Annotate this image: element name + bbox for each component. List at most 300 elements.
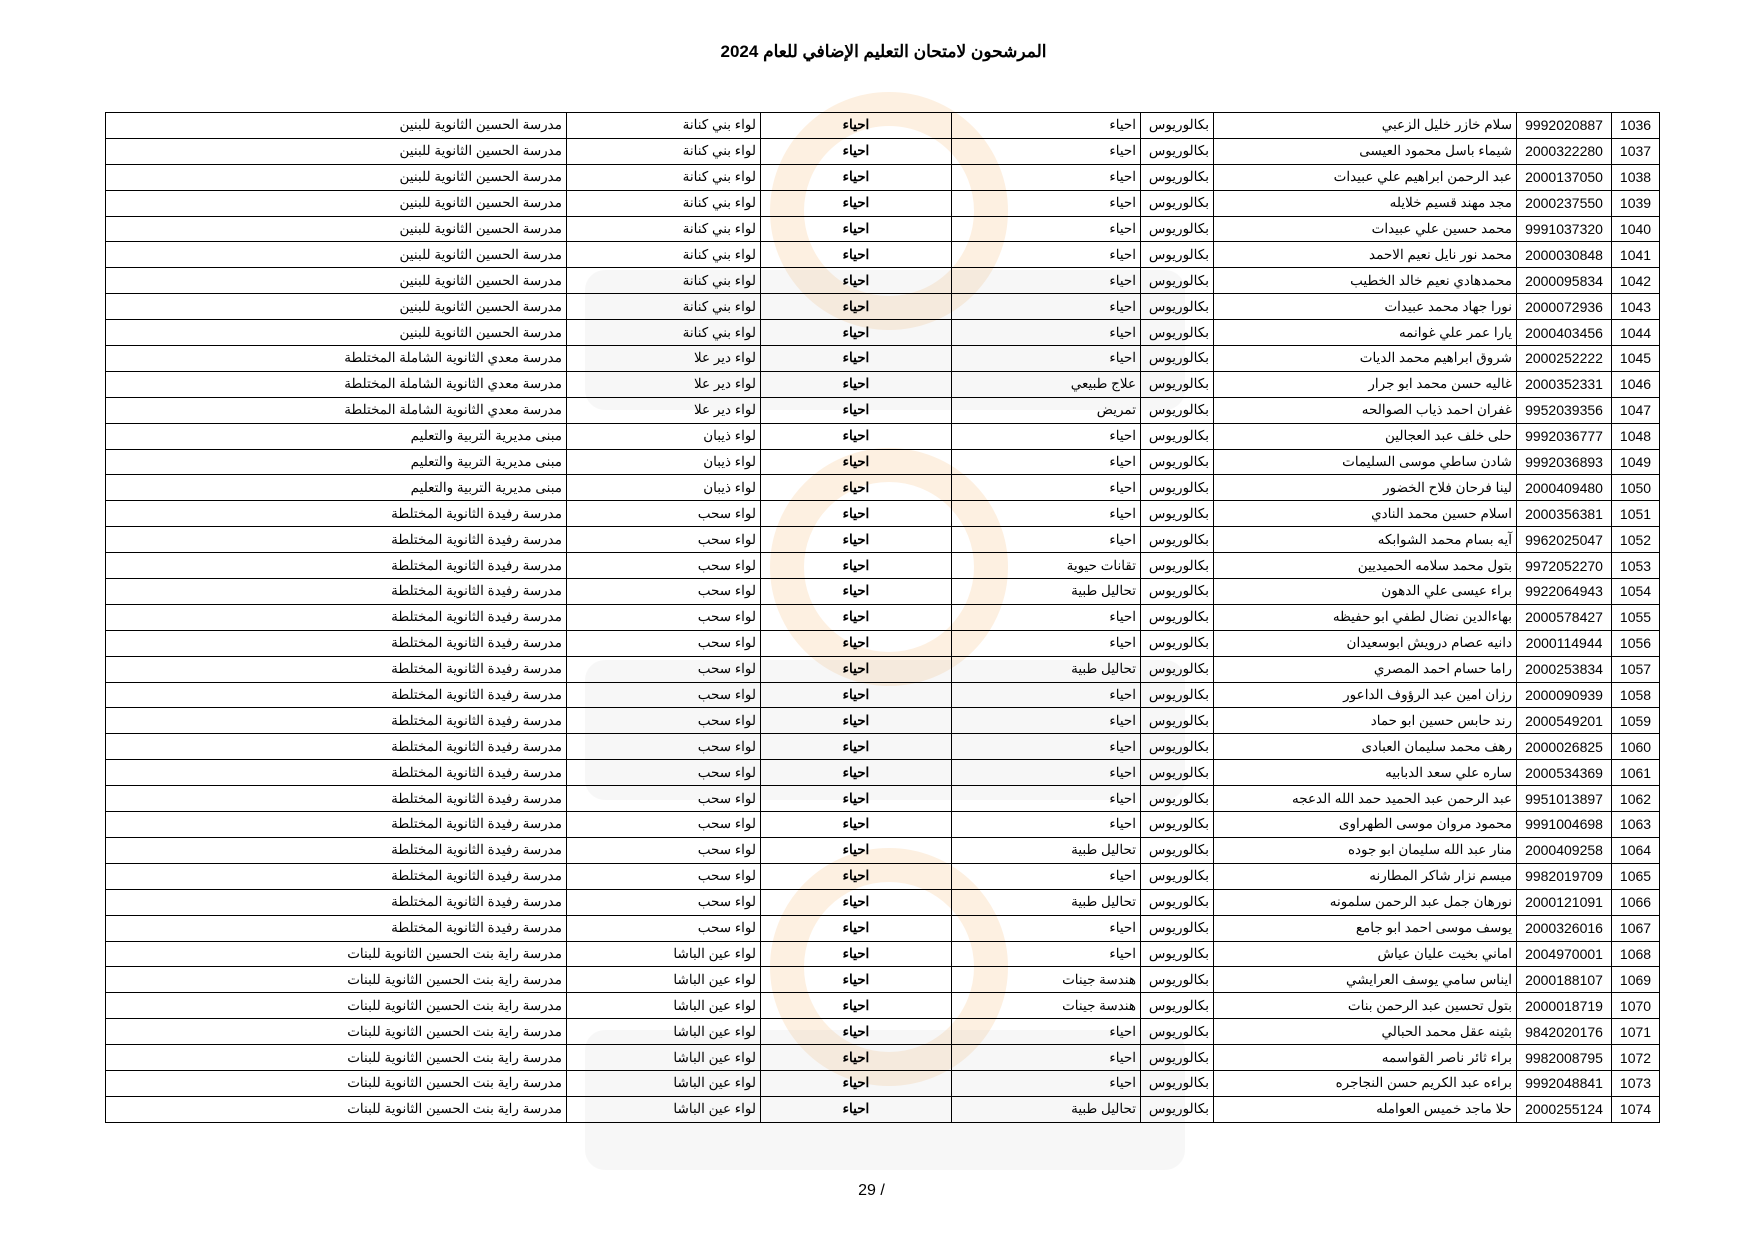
table-row [106,268,1660,294]
table-row [106,1096,1660,1122]
exam-subject-cell: احياء [761,268,952,294]
candidate-name-cell: محمد حسين علي عبيدات [1214,216,1517,242]
degree-cell: بكالوريوس [1141,630,1214,656]
national-id-cell: 2000322280 [1517,138,1612,164]
district-cell: لواء دير علا [567,346,761,372]
degree-cell: بكالوريوس [1141,294,1214,320]
table-row [106,501,1660,527]
district-cell: لواء سحب [567,812,761,838]
candidate-name-cell: رزان امين عبد الرؤوف الداعور [1214,682,1517,708]
major-cell: احياء [952,164,1141,190]
district-cell: لواء سحب [567,579,761,605]
row-number-cell: 1071 [1612,1019,1660,1045]
major-cell: تحاليل طبية [952,889,1141,915]
major-cell: احياء [952,242,1141,268]
exam-subject-cell: احياء [761,242,952,268]
candidate-name-cell: حلى خلف عبد العجالين [1214,423,1517,449]
table-row [106,449,1660,475]
exam-subject-cell: احياء [761,967,952,993]
exam-subject-cell: احياء [761,812,952,838]
table-row [106,708,1660,734]
degree-cell: بكالوريوس [1141,1019,1214,1045]
major-cell: احياء [952,708,1141,734]
national-id-cell: 2000403456 [1517,320,1612,346]
candidate-name-cell: غاليه حسن محمد ابو جرار [1214,371,1517,397]
exam-center-cell: مدرسة رفيدة الثانوية المختلطة [106,889,567,915]
major-cell: احياء [952,941,1141,967]
candidate-name-cell: محمدهادي نعيم خالد الخطيب [1214,268,1517,294]
table-row [106,682,1660,708]
exam-center-cell: مدرسة رفيدة الثانوية المختلطة [106,708,567,734]
major-cell: احياء [952,113,1141,139]
row-number-cell: 1061 [1612,760,1660,786]
page-number [0,1182,1755,1200]
table-row [106,915,1660,941]
exam-center-cell: مدرسة الحسين الثانوية للبنين [106,216,567,242]
exam-subject-cell: احياء [761,527,952,553]
degree-cell: بكالوريوس [1141,967,1214,993]
row-number-cell: 1057 [1612,656,1660,682]
exam-center-cell: مدرسة رفيدة الثانوية المختلطة [106,501,567,527]
exam-subject-cell: احياء [761,915,952,941]
district-cell: لواء سحب [567,786,761,812]
district-cell: لواء دير علا [567,371,761,397]
major-cell: احياء [952,812,1141,838]
district-cell: لواء عين الباشا [567,1070,761,1096]
district-cell: لواء بني كنانة [567,216,761,242]
table-row [106,371,1660,397]
exam-subject-cell: احياء [761,1070,952,1096]
national-id-cell: 9842020176 [1517,1019,1612,1045]
degree-cell: بكالوريوس [1141,656,1214,682]
candidate-name-cell: اماني بخيت عليان عياش [1214,941,1517,967]
candidate-name-cell: ايناس سامي يوسف العرايشي [1214,967,1517,993]
exam-center-cell: مدرسة رفيدة الثانوية المختلطة [106,786,567,812]
row-number-cell: 1048 [1612,423,1660,449]
degree-cell: بكالوريوس [1141,346,1214,372]
degree-cell: بكالوريوس [1141,553,1214,579]
row-number-cell: 1069 [1612,967,1660,993]
exam-center-cell: مدرسة معدي الثانوية الشاملة المختلطة [106,397,567,423]
district-cell: لواء سحب [567,553,761,579]
national-id-cell: 2000018719 [1517,993,1612,1019]
degree-cell: بكالوريوس [1141,138,1214,164]
candidate-name-cell: نورا جهاد محمد عبيدات [1214,294,1517,320]
major-cell: احياء [952,268,1141,294]
national-id-cell: 9982008795 [1517,1045,1612,1071]
major-cell: احياء [952,320,1141,346]
row-number-cell: 1049 [1612,449,1660,475]
national-id-cell: 2000072936 [1517,294,1612,320]
degree-cell: بكالوريوس [1141,268,1214,294]
degree-cell: بكالوريوس [1141,320,1214,346]
exam-center-cell: مدرسة راية بنت الحسين الثانوية للبنات [106,1045,567,1071]
national-id-cell: 2000026825 [1517,734,1612,760]
district-cell: لواء ذيبان [567,423,761,449]
exam-center-cell: مدرسة راية بنت الحسين الثانوية للبنات [106,941,567,967]
district-cell: لواء سحب [567,682,761,708]
degree-cell: بكالوريوس [1141,475,1214,501]
row-number-cell: 1038 [1612,164,1660,190]
table-row [106,527,1660,553]
district-cell: لواء سحب [567,630,761,656]
degree-cell: بكالوريوس [1141,164,1214,190]
exam-center-cell: مبنى مديرية التربية والتعليم [106,449,567,475]
row-number-cell: 1066 [1612,889,1660,915]
table-row [106,967,1660,993]
table-row [106,397,1660,423]
major-cell: علاج طبيعي [952,371,1141,397]
row-number-cell: 1068 [1612,941,1660,967]
degree-cell: بكالوريوس [1141,915,1214,941]
national-id-cell: 9922064943 [1517,579,1612,605]
district-cell: لواء بني كنانة [567,113,761,139]
table-row [106,294,1660,320]
district-cell: لواء بني كنانة [567,268,761,294]
row-number-cell: 1063 [1612,812,1660,838]
row-number-cell: 1058 [1612,682,1660,708]
national-id-cell: 2000237550 [1517,190,1612,216]
page-number-text: 29 / [858,1182,885,1199]
national-id-cell: 2000090939 [1517,682,1612,708]
exam-subject-cell: احياء [761,656,952,682]
exam-subject-cell: احياء [761,449,952,475]
table-row [106,786,1660,812]
degree-cell: بكالوريوس [1141,242,1214,268]
candidate-name-cell: عبد الرحمن ابراهيم علي عبيدات [1214,164,1517,190]
national-id-cell: 2000255124 [1517,1096,1612,1122]
exam-subject-cell: احياء [761,320,952,346]
exam-center-cell: مدرسة رفيدة الثانوية المختلطة [106,837,567,863]
degree-cell: بكالوريوس [1141,863,1214,889]
exam-center-cell: مدرسة معدي الثانوية الشاملة المختلطة [106,346,567,372]
exam-subject-cell: احياء [761,397,952,423]
national-id-cell: 9952039356 [1517,397,1612,423]
table-row [106,604,1660,630]
row-number-cell: 1067 [1612,915,1660,941]
district-cell: لواء سحب [567,863,761,889]
district-cell: لواء بني كنانة [567,138,761,164]
candidate-name-cell: مجد مهند قسيم خلايله [1214,190,1517,216]
exam-center-cell: مدرسة الحسين الثانوية للبنين [106,320,567,346]
row-number-cell: 1056 [1612,630,1660,656]
page-title [0,42,1755,62]
national-id-cell: 9972052270 [1517,553,1612,579]
candidate-name-cell: بهاءالدين نضال لطفي ابو حفيظه [1214,604,1517,630]
candidate-name-cell: بتول محمد سلامه الحميديين [1214,553,1517,579]
exam-subject-cell: احياء [761,294,952,320]
national-id-cell: 9962025047 [1517,527,1612,553]
district-cell: لواء سحب [567,604,761,630]
national-id-cell: 9991004698 [1517,812,1612,838]
exam-subject-cell: احياء [761,993,952,1019]
exam-center-cell: مدرسة الحسين الثانوية للبنين [106,164,567,190]
candidate-name-cell: بتول تحسين عبد الرحمن بنات [1214,993,1517,1019]
table-row [106,553,1660,579]
degree-cell: بكالوريوس [1141,371,1214,397]
district-cell: لواء عين الباشا [567,941,761,967]
exam-subject-cell: احياء [761,863,952,889]
candidate-name-cell: ميسم نزار شاكر المطارنه [1214,863,1517,889]
degree-cell: بكالوريوس [1141,190,1214,216]
row-number-cell: 1064 [1612,837,1660,863]
degree-cell: بكالوريوس [1141,812,1214,838]
row-number-cell: 1073 [1612,1070,1660,1096]
row-number-cell: 1040 [1612,216,1660,242]
exam-center-cell: مدرسة معدي الثانوية الشاملة المختلطة [106,371,567,397]
row-number-cell: 1054 [1612,579,1660,605]
degree-cell: بكالوريوس [1141,397,1214,423]
major-cell: احياء [952,786,1141,812]
degree-cell: بكالوريوس [1141,786,1214,812]
district-cell: لواء سحب [567,734,761,760]
table-row [106,346,1660,372]
row-number-cell: 1037 [1612,138,1660,164]
district-cell: لواء عين الباشا [567,1045,761,1071]
national-id-cell: 2000253834 [1517,656,1612,682]
major-cell: احياء [952,475,1141,501]
exam-subject-cell: احياء [761,113,952,139]
candidate-name-cell: رند حابس حسين ابو حماد [1214,708,1517,734]
table-row [106,242,1660,268]
national-id-cell: 2000409480 [1517,475,1612,501]
exam-center-cell: مدرسة رفيدة الثانوية المختلطة [106,527,567,553]
row-number-cell: 1045 [1612,346,1660,372]
row-number-cell: 1051 [1612,501,1660,527]
candidate-name-cell: شروق ابراهيم محمد الديات [1214,346,1517,372]
major-cell: احياء [952,1070,1141,1096]
exam-center-cell: مدرسة رفيدة الثانوية المختلطة [106,863,567,889]
degree-cell: بكالوريوس [1141,889,1214,915]
candidate-name-cell: براءه عبد الكريم حسن النجاجره [1214,1070,1517,1096]
candidate-name-cell: براء ثائر ناصر القواسمه [1214,1045,1517,1071]
candidate-name-cell: ساره علي سعد الدبابيه [1214,760,1517,786]
table-row [106,760,1660,786]
row-number-cell: 1050 [1612,475,1660,501]
exam-center-cell: مدرسة راية بنت الحسين الثانوية للبنات [106,967,567,993]
national-id-cell: 9992048841 [1517,1070,1612,1096]
district-cell: لواء عين الباشا [567,1096,761,1122]
row-number-cell: 1053 [1612,553,1660,579]
district-cell: لواء سحب [567,527,761,553]
exam-subject-cell: احياء [761,216,952,242]
exam-center-cell: مدرسة رفيدة الثانوية المختلطة [106,630,567,656]
degree-cell: بكالوريوس [1141,527,1214,553]
table-row [106,579,1660,605]
candidate-name-cell: شادن ساطي موسى السليمات [1214,449,1517,475]
table-row [106,837,1660,863]
candidate-name-cell: منار عبد الله سليمان ابو جوده [1214,837,1517,863]
exam-center-cell: مدرسة رفيدة الثانوية المختلطة [106,760,567,786]
degree-cell: بكالوريوس [1141,501,1214,527]
exam-subject-cell: احياء [761,501,952,527]
major-cell: احياء [952,216,1141,242]
candidate-name-cell: لينا فرحان فلاح الخضور [1214,475,1517,501]
district-cell: لواء سحب [567,760,761,786]
major-cell: احياء [952,501,1141,527]
degree-cell: بكالوريوس [1141,760,1214,786]
district-cell: لواء عين الباشا [567,993,761,1019]
exam-subject-cell: احياء [761,346,952,372]
national-id-cell: 2000114944 [1517,630,1612,656]
candidate-name-cell: دانيه عصام درويش ابوسعيدان [1214,630,1517,656]
table-row [106,320,1660,346]
national-id-cell: 2000188107 [1517,967,1612,993]
candidate-name-cell: سلام خازر خليل الزعبي [1214,113,1517,139]
candidate-name-cell: آيه بسام محمد الشوابكه [1214,527,1517,553]
candidate-name-cell: شيماء باسل محمود العيسى [1214,138,1517,164]
national-id-cell: 2000578427 [1517,604,1612,630]
exam-center-cell: مدرسة رفيدة الثانوية المختلطة [106,656,567,682]
table-row [106,475,1660,501]
major-cell: احياء [952,190,1141,216]
candidate-name-cell: محمد نور نايل نعيم الاحمد [1214,242,1517,268]
major-cell: تمريض [952,397,1141,423]
exam-center-cell: مدرسة رفيدة الثانوية المختلطة [106,915,567,941]
row-number-cell: 1072 [1612,1045,1660,1071]
major-cell: احياء [952,1019,1141,1045]
exam-subject-cell: احياء [761,371,952,397]
exam-subject-cell: احياء [761,1045,952,1071]
major-cell: احياء [952,630,1141,656]
major-cell: هندسة جينات [952,993,1141,1019]
degree-cell: بكالوريوس [1141,1096,1214,1122]
national-id-cell: 2000534369 [1517,760,1612,786]
major-cell: احياء [952,138,1141,164]
exam-center-cell: مدرسة رفيدة الثانوية المختلطة [106,579,567,605]
major-cell: احياء [952,734,1141,760]
major-cell: هندسة جينات [952,967,1141,993]
degree-cell: بكالوريوس [1141,216,1214,242]
degree-cell: بكالوريوس [1141,734,1214,760]
table-row [106,656,1660,682]
national-id-cell: 9992020887 [1517,113,1612,139]
exam-subject-cell: احياء [761,1096,952,1122]
row-number-cell: 1039 [1612,190,1660,216]
national-id-cell: 2000352331 [1517,371,1612,397]
table-row [106,216,1660,242]
exam-center-cell: مدرسة رفيدة الثانوية المختلطة [106,553,567,579]
district-cell: لواء ذيبان [567,475,761,501]
national-id-cell: 2000252222 [1517,346,1612,372]
national-id-cell: 9992036893 [1517,449,1612,475]
degree-cell: بكالوريوس [1141,708,1214,734]
district-cell: لواء سحب [567,501,761,527]
degree-cell: بكالوريوس [1141,423,1214,449]
row-number-cell: 1062 [1612,786,1660,812]
row-number-cell: 1041 [1612,242,1660,268]
district-cell: لواء بني كنانة [567,242,761,268]
exam-subject-cell: احياء [761,190,952,216]
national-id-cell: 9992036777 [1517,423,1612,449]
row-number-cell: 1043 [1612,294,1660,320]
exam-center-cell: مدرسة الحسين الثانوية للبنين [106,190,567,216]
exam-subject-cell: احياء [761,475,952,501]
table-row [106,138,1660,164]
table-row [106,889,1660,915]
table-row [106,1019,1660,1045]
exam-subject-cell: احياء [761,630,952,656]
table-row [106,993,1660,1019]
row-number-cell: 1047 [1612,397,1660,423]
district-cell: لواء بني كنانة [567,320,761,346]
major-cell: احياء [952,682,1141,708]
exam-center-cell: مدرسة رفيدة الثانوية المختلطة [106,734,567,760]
table-row [106,734,1660,760]
major-cell: تحاليل طبية [952,1096,1141,1122]
candidate-name-cell: عبد الرحمن عبد الحميد حمد الله الدعجه [1214,786,1517,812]
candidate-name-cell: بثينه عقل محمد الحبالي [1214,1019,1517,1045]
exam-subject-cell: احياء [761,164,952,190]
exam-subject-cell: احياء [761,708,952,734]
exam-subject-cell: احياء [761,138,952,164]
exam-subject-cell: احياء [761,1019,952,1045]
candidate-name-cell: محمود مروان موسى الطهراوى [1214,812,1517,838]
degree-cell: بكالوريوس [1141,113,1214,139]
candidate-name-cell: اسلام حسين محمد النادي [1214,501,1517,527]
table-row [106,1045,1660,1071]
exam-subject-cell: احياء [761,760,952,786]
table-row [106,812,1660,838]
row-number-cell: 1060 [1612,734,1660,760]
row-number-cell: 1065 [1612,863,1660,889]
major-cell: احياء [952,604,1141,630]
degree-cell: بكالوريوس [1141,837,1214,863]
national-id-cell: 2004970001 [1517,941,1612,967]
major-cell: احياء [952,449,1141,475]
national-id-cell: 2000549201 [1517,708,1612,734]
table-row [106,630,1660,656]
exam-center-cell: مدرسة الحسين الثانوية للبنين [106,138,567,164]
district-cell: لواء بني كنانة [567,294,761,320]
district-cell: لواء سحب [567,837,761,863]
candidate-name-cell: يوسف موسى احمد ابو جامع [1214,915,1517,941]
exam-center-cell: مدرسة رفيدة الثانوية المختلطة [106,682,567,708]
exam-center-cell: مبنى مديرية التربية والتعليم [106,475,567,501]
national-id-cell: 2000121091 [1517,889,1612,915]
degree-cell: بكالوريوس [1141,993,1214,1019]
row-number-cell: 1052 [1612,527,1660,553]
district-cell: لواء عين الباشا [567,1019,761,1045]
table-row [106,941,1660,967]
exam-center-cell: مدرسة رفيدة الثانوية المختلطة [106,812,567,838]
district-cell: لواء سحب [567,915,761,941]
district-cell: لواء بني كنانة [567,190,761,216]
major-cell: احياء [952,346,1141,372]
exam-center-cell: مدرسة راية بنت الحسين الثانوية للبنات [106,1070,567,1096]
exam-subject-cell: احياء [761,889,952,915]
exam-subject-cell: احياء [761,941,952,967]
candidate-name-cell: راما حسام احمد المصري [1214,656,1517,682]
district-cell: لواء سحب [567,708,761,734]
exam-subject-cell: احياء [761,786,952,812]
national-id-cell: 2000409258 [1517,837,1612,863]
candidate-name-cell: رهف محمد سليمان العبادى [1214,734,1517,760]
exam-subject-cell: احياء [761,423,952,449]
national-id-cell: 2000356381 [1517,501,1612,527]
degree-cell: بكالوريوس [1141,1045,1214,1071]
degree-cell: بكالوريوس [1141,1070,1214,1096]
major-cell: احياء [952,915,1141,941]
candidate-name-cell: براء عيسى علي الدهون [1214,579,1517,605]
national-id-cell: 2000137050 [1517,164,1612,190]
row-number-cell: 1046 [1612,371,1660,397]
national-id-cell: 9951013897 [1517,786,1612,812]
exam-center-cell: مدرسة راية بنت الحسين الثانوية للبنات [106,993,567,1019]
exam-subject-cell: احياء [761,604,952,630]
exam-center-cell: مدرسة راية بنت الحسين الثانوية للبنات [106,1019,567,1045]
table-row [106,423,1660,449]
